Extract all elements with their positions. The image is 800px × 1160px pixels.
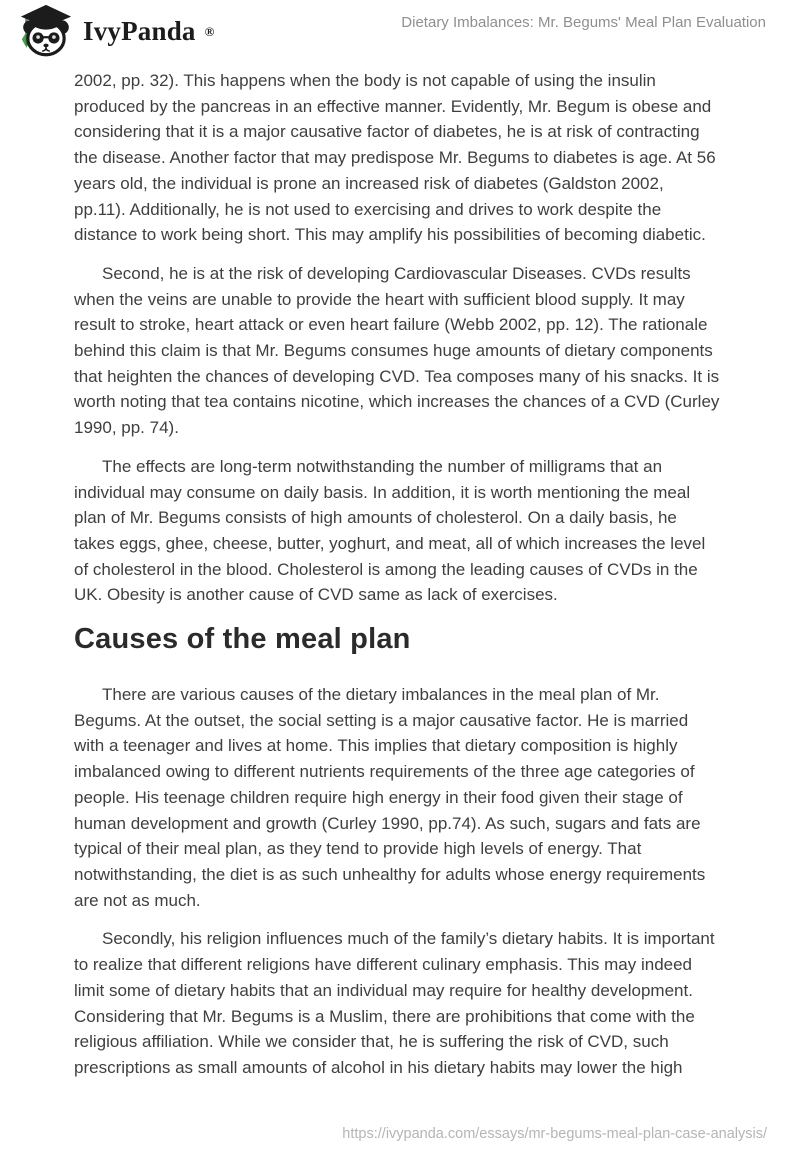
ivypanda-logo[interactable] (18, 4, 214, 58)
section-heading: Causes of the meal plan (74, 623, 411, 656)
paragraph: The effects are long-term notwithstanding the number of milligrams that an individual may consume on daily basis. In addition, it is worth mentioning the meal plan of Mr. Begums consists of high amounts of cholesterol. On a daily basis, he takes eggs, ghee, cheese, butter, yoghurt, and meat, all of which increases the level of cholesterol in the blood. Cholesterol is among the leading causes of CVDs in the UK. Obesity is another cause of CVD same as lack of exercises. (74, 456, 706, 605)
page-header (0, 0, 800, 64)
source-url[interactable]: https://ivypanda.com/essays/mr-begums-meal-plan-case-analysis/ (342, 1126, 767, 1142)
paragraph: Secondly, his religion influences much of the family’s dietary habits. It is important to realize that different religions have different culinary emphasis. This may indeed limit some of dietary habits that an individual may require for healthy development. Considering that Mr. Begums is a Muslim, there are prohibitions that come with the religious affiliation. While we consider that, he is suffering the risk of CVD, such prescriptions as small amounts of alcohol in his dietary habits may lower the high (74, 929, 715, 1077)
paragraph: There are various causes of the dietary imbalances in the meal plan of Mr. Begums. At the outset, the social setting is a major causative factor. He is married with a teenager and lives at home. This implies that dietary composition is highly imbalanced owing to different nutrients requirements of the three age categories of people. His teenage children require high energy in their food given their stage of human development and growth (Curley 1990, pp.74). As such, sugars and fats are typical of their meal plan, as they tend to provide high levels of energy. That notwithstanding, the diet is as such unhealthy for adults whose energy requirements are not as much. (74, 685, 706, 910)
essay-content (74, 68, 720, 1094)
logo-wordmark: IvyPanda (83, 15, 196, 46)
panda-graduation-cap-icon (18, 4, 74, 58)
registered-trademark-symbol: ® (204, 23, 215, 39)
paragraph: Second, he is at the risk of developing Cardiovascular Diseases. CVDs results when the veins are unable to provide the heart with sufficient blood supply. It may result to stroke, heart attack or even heart failure (Webb 2002, pp. 12). The rationale behind this claim is that Mr. Begums consumes huge amounts of dietary components that heighten the chances of developing CVD. Tea composes many of his snacks. It is worth noting that tea contains nicotine, which increases the chances of a CVD (Curley 1990, pp. 74). (74, 263, 720, 438)
document-title: Dietary Imbalances: Mr. Begums' Meal Plan Evaluation (401, 14, 766, 31)
paragraph: 2002, pp. 32). This happens when the body is not capable of using the insulin produced by the pancreas in an effective manner. Evidently, Mr. Begum is obese and considering that it is a major causative factor of diabetes, he is at risk of contracting the disease. Another factor that may predispose Mr. Begums to diabetes is age. At 56 years old, the individual is prone an increased risk of diabetes (Galdston 2002, pp.11). Additionally, he is not used to exercising and drives to work despite the distance to work being short. This may amplify his possibilities of becoming diabetic. (74, 71, 716, 245)
